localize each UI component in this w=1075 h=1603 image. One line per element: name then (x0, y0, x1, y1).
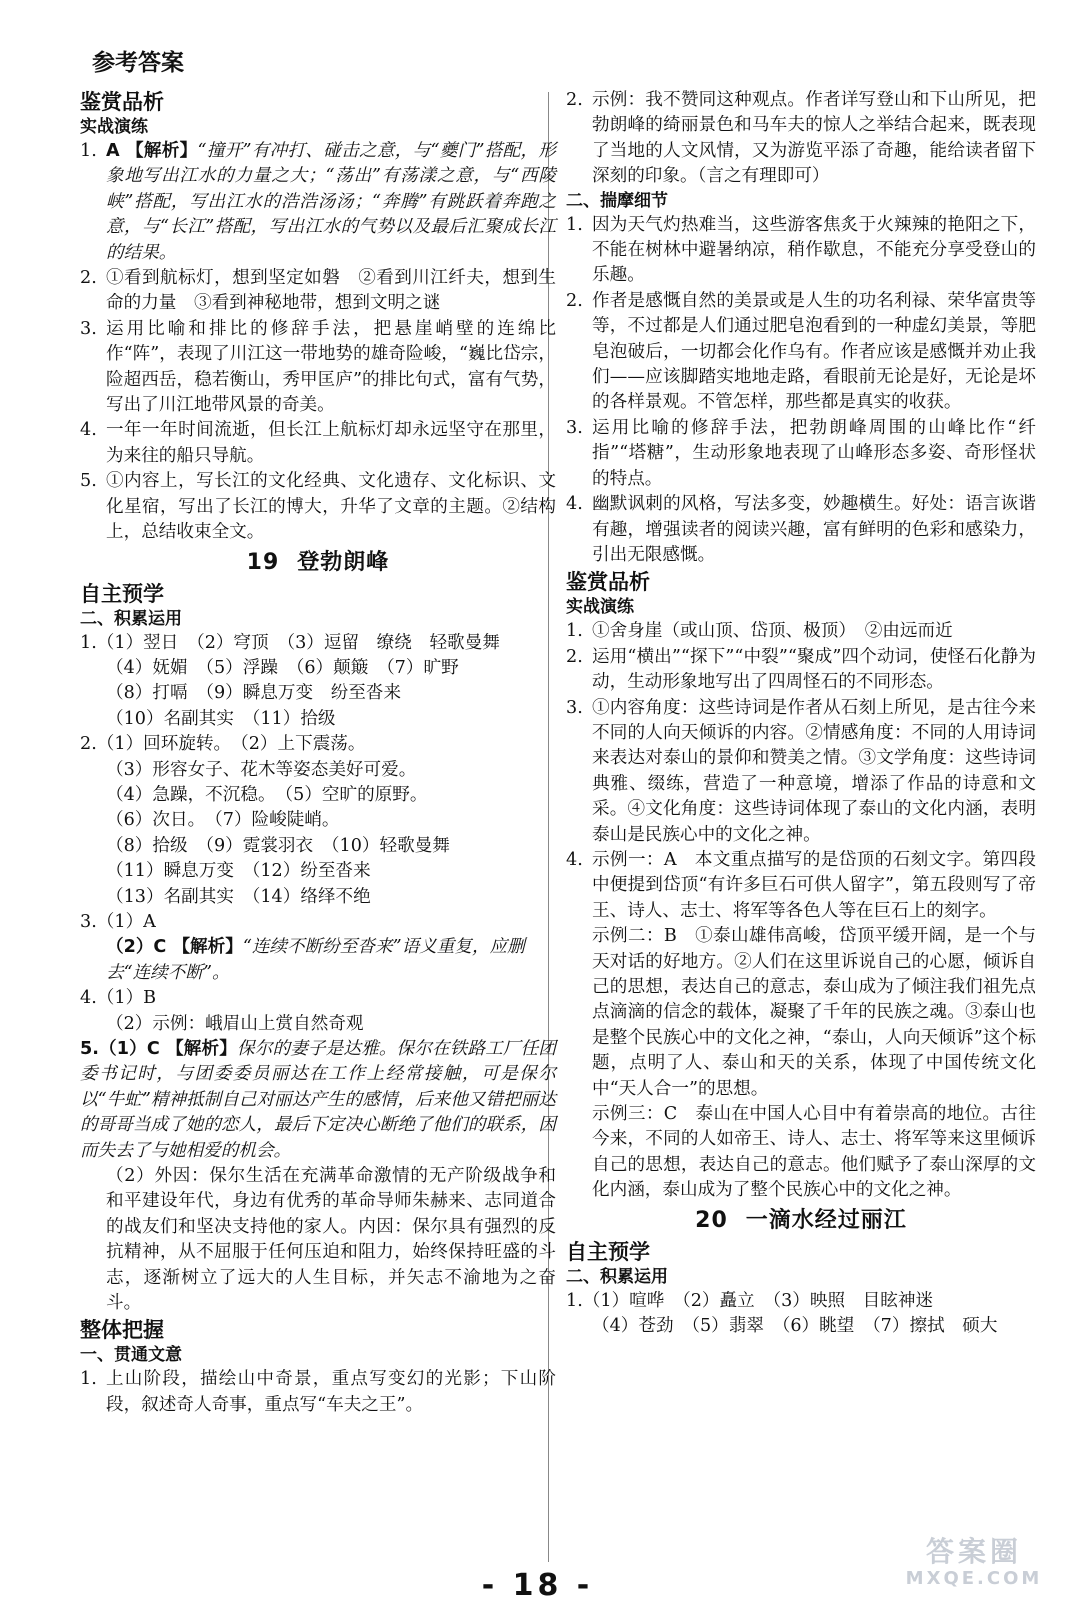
subsection-accumulation: 二、积累运用 (80, 608, 182, 629)
page-header: 参考答案 (92, 50, 184, 76)
watermark-text: 答案圈 (925, 1535, 1022, 1568)
q1-line: （4）妩媚 （5）浮躁 （6）颠簸 （7）旷野 (106, 657, 459, 678)
answer-item (566, 619, 1036, 644)
answer-item (80, 1367, 556, 1418)
item-number: 1. (80, 141, 97, 161)
analysis-text: “连续不断纷至沓来”语义重复，应删去“连续不断”。 (106, 937, 525, 983)
f1-line: 1.（1）喧哗 （2）矗立 （3）映照 目眩神迷 (566, 1290, 934, 1311)
q3-analysis (80, 935, 556, 986)
q2-line: （3）形容女子、花木等姿态美好可爱。 (106, 759, 417, 780)
item-number: 1. (80, 1369, 97, 1390)
item-text: ①看到航标灯，想到坚定如磐 ②看到川江纤夫，想到生命的力量 ③看到神秘地带，想到文明之谜 (106, 268, 556, 314)
item-text: 上山阶段，描绘山中奇景，重点写变幻的光影；下山阶段，叙述奇人奇事，重点写“车夫之王”。 (106, 1369, 556, 1415)
lesson-title: 一滴水经过丽江 (745, 1207, 907, 1233)
answer-item (566, 88, 1036, 190)
item-text (106, 139, 556, 266)
q1-line: 1.（1）翌日 （2）穹顶 （3）逗留 缭绕 轻歌曼舞 (80, 632, 500, 653)
item-number: 4. (80, 420, 97, 441)
item-number: 4. (566, 849, 583, 870)
q2-line: 2.（1）回环旋转。 （2）上下震荡。 (80, 734, 366, 755)
answer-item (566, 289, 1036, 416)
example-three: 示例三：C 泰山在中国人心目中有着崇高的地位。古往今来，不同的人如帝王、诗人、志士、将军等来这里倾诉自己的思想，表达自己的意志。他们赋予了泰山深厚的文化内涵，泰山成为了整个民族心中的文化之神。 (592, 1104, 1036, 1201)
lesson-heading-19 (80, 546, 556, 580)
item-text: 因为天气灼热难当，这些游客焦炙于火辣辣的艳阳之下，不能在树林中避暑纳凉，稍作歇息，不能充分享受登山的乐趣。 (592, 214, 1036, 286)
answer-item (566, 848, 1036, 924)
answer-item (566, 416, 1036, 492)
analysis-text: 保尔的妻子是达雅。保尔在铁路工厂任团委书记时，与团委委员丽达在工作上经常接触，可是保尔以“牛虻”精神抵制自己对丽达产生的感情，后来他又错把丽达的哥哥当成了她的恋人，最后下定决心断绝了他们的联系，因而失去了与她相爱的机会。 (80, 1039, 556, 1161)
q4-line: 4.（1）B (80, 988, 157, 1009)
q2-line: （8）拾级 （9）霓裳羽衣 （10）轻歌曼舞 (106, 835, 450, 856)
item-body: “撞开”有冲打、碰击之意，与“夔门”搭配，形象地写出江水的力量之大；“荡出”有荡漾之意，与“西陵峡”搭配，写出江水的浩浩汤汤；“奔腾”有跳跃着奔跑之意，与“长江”搭配，写出江水的气势以及最后汇聚成长江的结果。 (106, 141, 557, 263)
q1-line: （8）打嗝 （9）瞬息万变 纷至沓来 (106, 683, 402, 704)
item-text: 示例：我不赞同这种观点。作者详写登山和下山所见，把勃朗峰的绮丽景色和马车夫的惊人之举结合起来，既表现了当地的人文风情，又为游览平添了奇趣，能给读者留下深刻的印象。（言之有理即可） (592, 90, 1036, 187)
item-tag: A 【解析】 (106, 141, 198, 161)
q2-line: （6）次日。 （7）险峻陡峭。 (106, 810, 340, 831)
item-number: 1. (566, 214, 583, 235)
item-number: 3. (566, 417, 583, 438)
item-text: 示例一：A 本文重点描写的是岱顶的石刻文字。第四段中便提到岱顶“有许多巨石可供人留字”，第五段则写了帝王、诗人、志士、将军等各色人等在巨石上的刻字。 (592, 849, 1036, 921)
page-number: - 18 - (481, 1568, 594, 1603)
q1-line: （10）名副其实 （11）拾级 (106, 708, 336, 729)
answer-item (80, 139, 556, 266)
f1-line: （4）苍劲 （5）翡翠 （6）眺望 （7）擦拭 硕大 (592, 1316, 998, 1337)
subsection-meaning: 一、贯通文意 (80, 1345, 182, 1366)
q5-line: （2）外因：保尔生活在充满革命激情的无产阶级战争和和平建设年代，身边有优秀的革命导师朱赫来、志同道合的战友们和坚决支持他的家人。内因：保尔具有强烈的反抗精神，从不屈服于任何压迫和阻力，始终保持旺盛的斗志，逐渐树立了远大的人生目标，并矢志不渝地为之奋斗。 (106, 1166, 556, 1314)
answer-item (566, 492, 1036, 568)
item-text: 作者是感慨自然的美景或是人生的功名利禄、荣华富贵等等，不过都是人们通过肥皂泡看到的一种虚幻美景，等肥皂泡破后，一切都会化作乌有。作者应该是感慨并劝止我们——应该脚踏实地地走路，看眼前无论是好，无论是坏的各样景观。不管怎样，那些都是真实的收获。 (592, 290, 1036, 413)
section-title-overall: 整体把握 (80, 1318, 164, 1343)
item-text: 幽默讽刺的风格，写法多变，妙趣横生。好处：语言诙谐有趣，增强读者的阅读兴趣，富有鲜明的色彩和感染力，引出无限感慨。 (592, 494, 1036, 565)
answer-item (566, 213, 1036, 289)
lesson-heading-20 (566, 1204, 1036, 1238)
analysis-tag: 5.（1）C 【解析】 (80, 1039, 237, 1059)
item-number: 2. (566, 646, 583, 667)
item-number: 1. (566, 621, 583, 642)
lesson-title: 登勃朗峰 (297, 549, 390, 575)
watermark-url: MXQE.COM (905, 1568, 1043, 1589)
q3-line: 3.（1）A (80, 911, 156, 932)
subsection-practice: 实战演练 (566, 597, 634, 618)
subsection-details: 二、揣摩细节 (566, 190, 668, 211)
left-column (80, 88, 556, 1418)
item-text: 运用“横出”“探下”“中裂”“聚成”四个动词，使怪石化静为动，生动形象地写出了四周怪石的不同形态。 (592, 646, 1036, 693)
answer-item (566, 696, 1036, 848)
item-text: 运用比喻的修辞手法，把勃朗峰周围的山峰比作“纤指”“塔糖”，生动形象地表现了山峰形态多姿、奇形怪状的特点。 (592, 417, 1036, 489)
item-number: 4. (566, 494, 583, 515)
q5-analysis (80, 1037, 556, 1164)
q2-line: （11）瞬息万变 （12）纷至沓来 (106, 861, 371, 882)
lesson-number: 20 (695, 1207, 728, 1233)
section-title-appreciation: 鉴赏品析 (80, 90, 164, 114)
item-number: 2. (566, 90, 583, 110)
answer-item (80, 418, 556, 469)
q2-line: （4）急躁，不沉稳。 （5）空旷的原野。 (106, 784, 428, 805)
watermark-logo (891, 1536, 1057, 1594)
item-number: 3. (80, 318, 97, 339)
answer-item (80, 266, 556, 317)
item-number: 5. (80, 471, 97, 492)
answer-item (566, 645, 1036, 696)
answer-item (80, 469, 556, 545)
right-column (566, 88, 1036, 1339)
item-number: 2. (80, 268, 97, 289)
item-text: ①内容角度：这些诗词是作者从石刻上所见，是古往今来不同的人向天倾诉的内容。②情感角度：不同的人用诗词来表达对泰山的景仰和赞美之情。③文学角度：这些诗词典雅、缀练，营造了一种意境，增添了作品的诗意和文采。④文化角度：这些诗词体现了泰山的文化内涵，表明泰山是民族心中的文化之神。 (592, 697, 1036, 845)
section-title-appreciation: 鉴赏品析 (566, 570, 650, 595)
item-number: 3. (566, 697, 583, 718)
subsection-accumulation: 二、积累运用 (566, 1266, 668, 1287)
q2-line: （13）名副其实 （14）络绎不绝 (106, 886, 371, 907)
item-text: ①舍身崖（或山顶、岱顶、极顶） ②由远而近 (592, 621, 953, 642)
item-text: 一年一年时间流逝，但长江上航标灯却永远坚守在那里，为来往的船只导航。 (106, 420, 556, 466)
item-text: ①内容上，写长江的文化经典、文化遗存、文化标识、文化星宿，写出了长江的博大，升华了文章的主题。②结构上，总结收束全文。 (106, 471, 556, 543)
item-number: 2. (566, 290, 583, 311)
section-title-preview: 自主预学 (566, 1239, 650, 1264)
analysis-tag: （2）C 【解析】 (106, 937, 243, 958)
section-title-preview: 自主预学 (80, 581, 164, 606)
lesson-number: 19 (246, 549, 280, 575)
example-two: 示例二：B ①泰山雄伟高峻，岱顶平缓开阔，是一个与天对话的好地方。②人们在这里诉说自己的心愿，倾诉自己的思想，表达自己的意志，泰山成为了倾注我们祖先点点滴滴的信念的载体，凝聚了千年的民族之魂。③泰山也是整个民族心中的文化之神，“泰山，人向天倾诉”这个标题，点明了人、泰山和天的关系，体现了中国传统文化中“天人合一”的思想。 (592, 926, 1036, 1099)
q4-line: （2）示例：峨眉山上赏自然奇观 (106, 1013, 364, 1034)
answer-item (80, 317, 556, 419)
item-text: 运用比喻和排比的修辞手法，把悬崖峭壁的连绵比作“阵”，表现了川江这一带地势的雄奇险峻，“巍比岱宗，险超西岳，稳若衡山，秀甲匡庐”的排比句式，富有气势，写出了川江地带风景的奇美。 (106, 318, 556, 416)
subsection-practice: 实战演练 (80, 117, 148, 137)
